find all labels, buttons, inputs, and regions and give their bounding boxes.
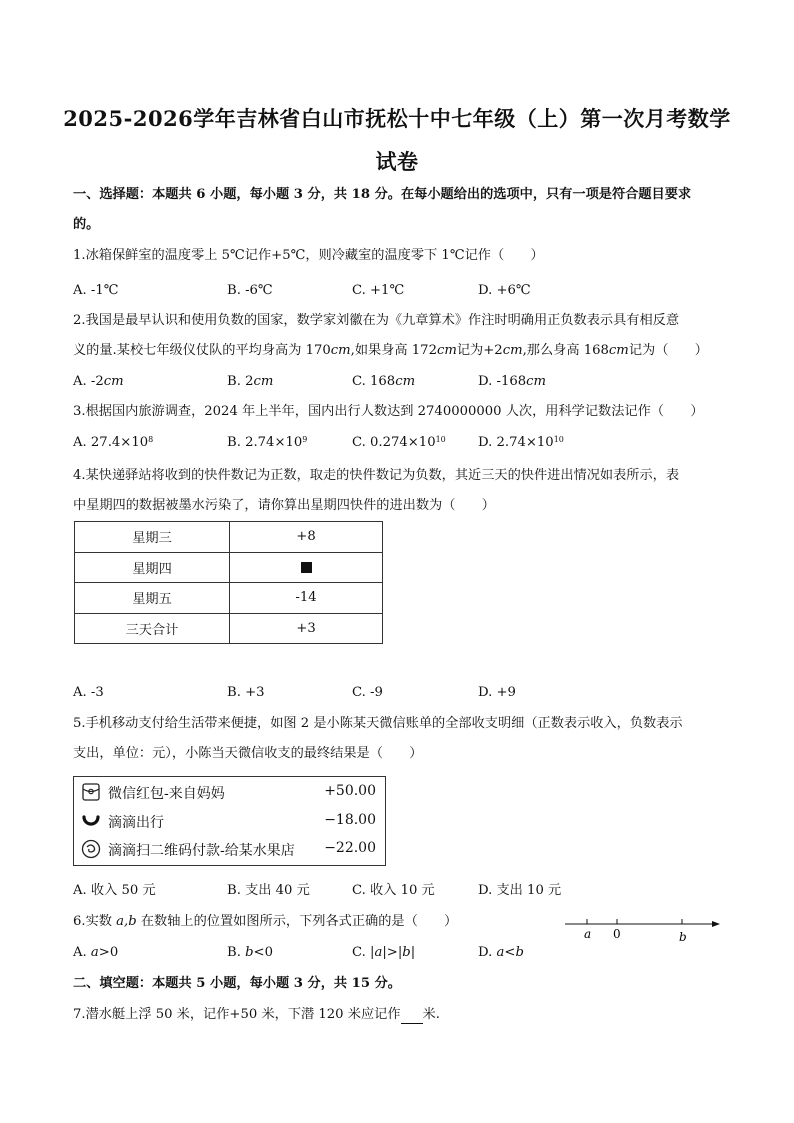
q3-option-a: A. $27.4\times 10^8$ <box>73 435 154 450</box>
bill-row <box>74 779 385 807</box>
label-b: b <box>679 930 687 944</box>
q3-stem: 3.根据国内旅游调查，2024 年上半年，国内出行人数达到 2740000000 人次，用科学记数法记作（ ） <box>73 404 704 419</box>
q7-stem: 7.潜水艇上浮 50 米，记作+50 米，下潜 120 米应记作 米. <box>73 1007 440 1022</box>
didi-icon <box>81 811 101 831</box>
section2-heading: 二、填空题：本题共 5 小题，每小题 3 分，共 15 分。 <box>73 976 401 991</box>
q5-stem-line1: 5.手机移动支付给生活带来便捷，如图 2 是小陈某天微信账单的全部收支明细（正数表示收入，负数表示 <box>73 716 683 731</box>
number-line-figure <box>560 912 725 947</box>
bill-item-name: 滴滴出行 <box>108 815 164 831</box>
q5-option-d: D. 支出 10 元 <box>478 883 562 898</box>
q1-option-b: B. -6℃ <box>227 283 273 298</box>
q1-stem: 1.冰箱保鲜室的温度零上 5℃记作+5℃，则冷藏室的温度零下 1℃记作（ ） <box>73 248 544 263</box>
q6-option-c: C. |a|>|b| <box>352 945 416 960</box>
table-cell-day: 三天合计 <box>75 613 230 644</box>
q5-stem-line2: 支出，单位：元），小陈当天微信收支的最终结果是（ ） <box>73 746 423 761</box>
q4-courier-table <box>74 521 383 644</box>
exam-title-line1: 2025-2026学年吉林省白山市抚松十中七年级（上）第一次月考数学 <box>63 106 731 131</box>
q4-option-c: C. -9 <box>352 685 383 700</box>
answer-blank[interactable] <box>401 1009 423 1024</box>
label-zero: 0 <box>613 927 621 941</box>
q3-option-d: D. $2.74\times 10^{10}$ <box>478 435 564 450</box>
arrow-right-icon <box>712 921 720 927</box>
q4-stem-line1: 4.某快递驿站将收到的快件数记为正数，取走的快件数记为负数，其近三天的快件进出情况如表所示，表 <box>73 468 680 483</box>
q2-stem-line1: 2.我国是最早认识和使用负数的国家，数学家刘徽在为《九章算术》作注时明确用正负数表示具有相反意 <box>73 313 680 328</box>
q4-option-b: B. +3 <box>227 685 265 700</box>
q2-option-d: D. -168cm <box>478 374 547 389</box>
table-row <box>75 613 383 644</box>
bill-row <box>74 836 385 864</box>
q2-option-a: A. -2cm <box>73 374 124 389</box>
q5-option-b: B. 支出 40 元 <box>227 883 310 898</box>
table-cell-day: 星期五 <box>75 583 230 614</box>
q4-option-a: A. -3 <box>73 685 104 700</box>
ink-blot-square-icon <box>301 562 312 573</box>
qr-pay-icon <box>81 839 101 859</box>
table-cell-day: 星期四 <box>75 552 230 583</box>
q6-stem: 6.实数 a,b 在数轴上的位置如图所示，下列各式正确的是（ ） <box>73 914 458 929</box>
label-a: a <box>584 927 592 941</box>
red-envelope-icon <box>81 782 101 802</box>
bill-item-name: 微信红包-来自妈妈 <box>108 786 225 802</box>
q5-option-a: A. 收入 50 元 <box>73 883 156 898</box>
q1-option-a: A. -1℃ <box>73 283 119 298</box>
table-cell-value-ink-blot <box>230 552 383 583</box>
q1-option-c: C. +1℃ <box>352 283 405 298</box>
table-cell-value: +3 <box>230 613 383 644</box>
q1-option-d: D. +6℃ <box>478 283 531 298</box>
q6-option-d: D. a<b <box>478 945 524 960</box>
table-row <box>75 583 383 614</box>
exam-title-line2: 试卷 <box>375 149 419 174</box>
table-cell-value: -14 <box>230 583 383 614</box>
section1-heading: 一、选择题：本题共 6 小题，每小题 3 分，共 18 分。在每小题给出的选项中，只有一项是符合题目要求 <box>73 187 692 202</box>
bill-item-amount: +50.00 <box>324 783 376 799</box>
q2-option-b: B. 2cm <box>227 374 274 389</box>
table-cell-value: +8 <box>230 522 383 553</box>
table-row <box>75 552 383 583</box>
bill-item-amount: −18.00 <box>324 812 376 828</box>
q3-option-b: B. $2.74\times 10^9$ <box>227 435 308 450</box>
wechat-bill-box <box>73 776 386 866</box>
bill-row <box>74 808 385 836</box>
section1-heading-cont: 的。 <box>73 217 100 232</box>
table-row <box>75 522 383 553</box>
bill-item-name: 滴滴扫二维码付款-给某水果店 <box>108 843 295 859</box>
q4-option-d: D. +9 <box>478 685 516 700</box>
q6-option-a: A. a>0 <box>73 945 119 960</box>
bill-item-amount: −22.00 <box>324 840 376 856</box>
q4-stem-line2: 中星期四的数据被墨水污染了，请你算出星期四快件的进出数为（ ） <box>73 498 495 513</box>
q5-option-c: C. 收入 10 元 <box>352 883 435 898</box>
q2-option-c: C. 168cm <box>352 374 416 389</box>
table-cell-day: 星期三 <box>75 522 230 553</box>
q2-stem-line2: 义的量.某校七年级仪仗队的平均身高为 170cm,如果身高 172cm记为+2cm,那么身高 168cm记为（ ） <box>73 343 708 358</box>
q3-option-c: C. $0.274\times 10^{10}$ <box>352 435 446 450</box>
q6-option-b: B. b<0 <box>227 945 273 960</box>
